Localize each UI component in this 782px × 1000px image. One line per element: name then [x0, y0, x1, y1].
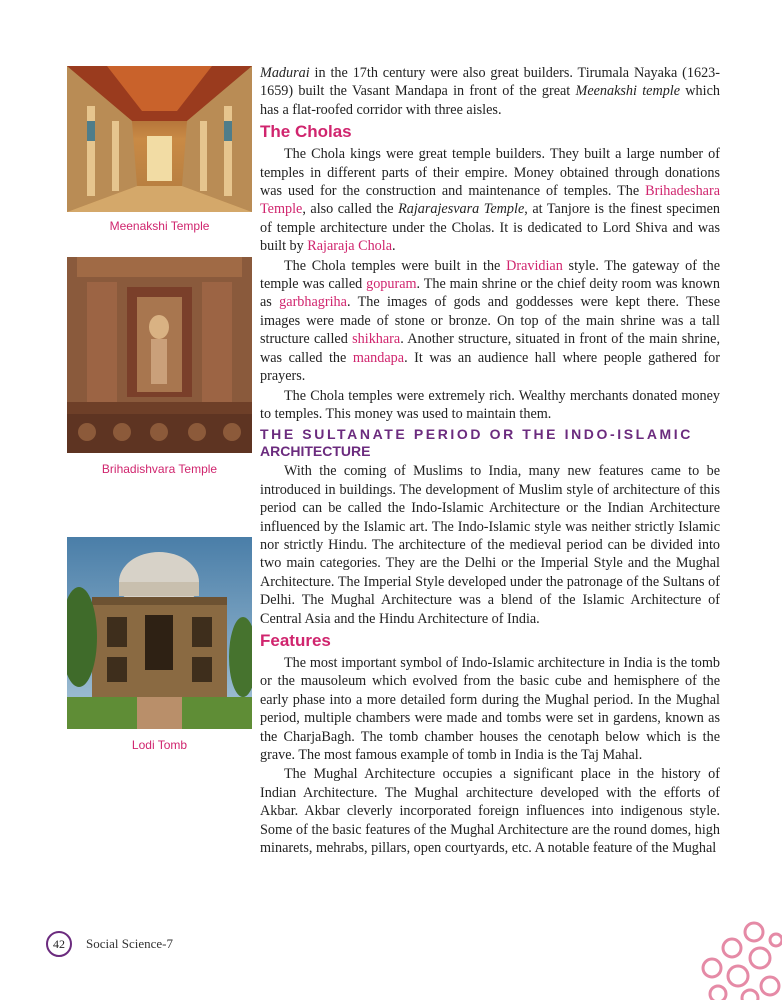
paragraph-sultanate: With the coming of Muslims to India, many new features came to be introduced in buildings. The development of Muslim style of architecture of this period can be called the Indo-Islamic Architecture or the Indian Architecture influenced by the Islamic art. The Indo-Islamic style was neither strictly Islamic nor strictly Hindu. The architecture of the medieval period can be divided into two main categories. They are the Delhi or the Imperial Style and the Mughal Architecture. The Imperial Style developed under the patronage of the Sultans of Delhi. The Mughal Architecture was a blend of the Islamic Architecture of Central Asia and the Hindu Architecture of India. — [260, 463, 720, 627]
lodi-tomb-caption: Lodi Tomb — [131, 738, 188, 752]
paragraph-cholas-2: The Chola temples were built in the Dravidian style. The gateway of the temple was called gopuram. The main shrine or the chief deity room was known as garbhagriha. The images of gods and goddesses were kept there. These images were made of stone or bronze. On top of the main shrine was a tall structure called shikhara. Another structure, situated in front of the main shrine, was called the mandapa. It was an audience hall where people gathered for prayers. — [260, 257, 721, 385]
book-subject: Social Science-7 — [86, 936, 173, 951]
paragraph-cholas-1: The Chola kings were great temple builders. They built a large number of temples in different parts of their empire. Money obtained through donations was used for the construction and maintenance of temples. The Brihadeshara Temple, also called the Rajarajesvara Temple, at Tanjore is the finest specimen of temple architecture under the Cholas. It is dedicated to Lord Shiva and was built by Rajaraja Chola. — [260, 146, 720, 255]
paragraph-features-2: The Mughal Architecture occupies a significant place in the history of Indian Architecture. The Mughal architecture developed with the efforts of Akbar. Akbar cleverly incorporated foreign influences into indigenous style. Some of the basic features of the Mughal Architecture are the round domes, high minarets, mehrabs, pillars, open courtyards, etc. A notable feature of the Mughal — [260, 766, 720, 857]
lodi-tomb-photo — [67, 537, 252, 729]
paragraph-cholas-3: The Chola temples were extremely rich. Wealthy merchants donated money to temples. This money was used to maintain them. — [260, 387, 720, 422]
heading-the-cholas: The Cholas — [260, 122, 352, 142]
meenakshi-temple-caption: Meenakshi Temple — [109, 219, 210, 233]
brihadishvara-temple-caption: Brihadishvara Temple — [101, 462, 218, 476]
paragraph-features-1: The most important symbol of Indo-Islamic architecture in India is the tomb or the mausoleum which evolved from the basic cube and hemisphere of the early phase into a more detailed form during the Mughal period. In the Mughal period, multiple chambers were made and tombs were set in gardens, known as the CharjaBagh. The tomb chamber houses the cenotaph below which is the grave. The most famous example of tomb in India is the Taj Mahal. — [260, 654, 720, 763]
heading-sultanate-period: THE SULTANATE PERIOD OR THE INDO-ISLAMIC ARCHITECTURE — [260, 426, 693, 460]
main-text-column — [260, 64, 720, 858]
decorative-rings-icon — [692, 910, 782, 1000]
page-footer — [46, 930, 173, 958]
brihadishvara-temple-photo — [67, 257, 252, 453]
meenakshi-temple-photo — [67, 66, 252, 212]
page-number: 42 — [46, 931, 72, 957]
paragraph-madurai: Madurai in the 17th century were also great builders. Tirumala Nayaka (1623-1659) built the Vasant Mandapa in front of the great Meenakshi temple which has a flat-roofed corridor with three aisles. — [260, 65, 720, 118]
heading-features: Features — [260, 630, 331, 650]
